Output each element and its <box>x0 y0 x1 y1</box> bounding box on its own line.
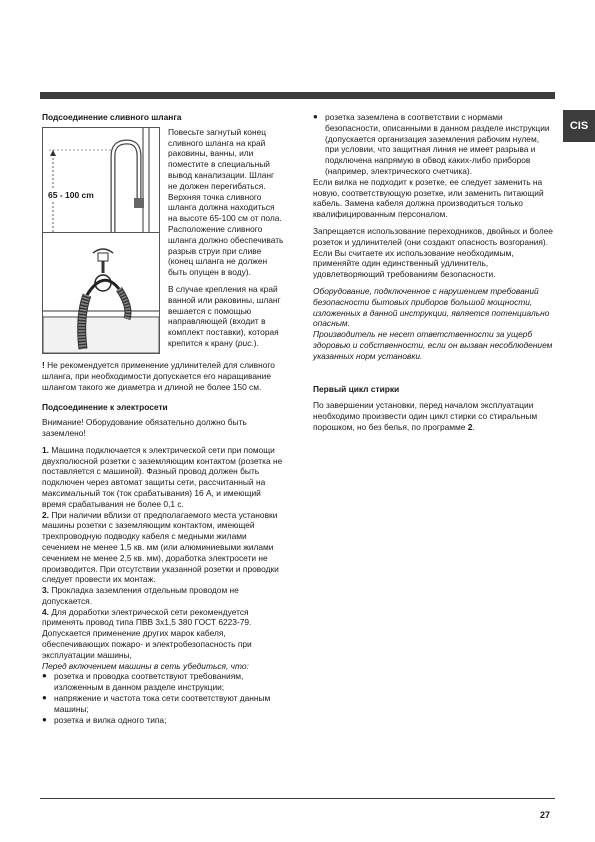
plug-replacement-text: Если вилка не подходит к розетке, ее следует заменить на новую, соответствующую розетке, или заменить питающий кабель. Замена кабеля должна производиться только квалифицированным персоналом. <box>313 176 544 220</box>
safety-violation-note: Оборудование, подключенное с нарушением требований безопасности бытовых приборов большой мощности, изложенных в данной инструкции, является потенциально опасным. <box>313 285 550 329</box>
hose-guide-text-end: ). <box>253 337 259 348</box>
check-intro: Перед включением машины в сеть убедиться, что: <box>42 660 249 671</box>
figure-reference: рис. <box>237 337 254 348</box>
hose-guide-illustration <box>42 232 160 354</box>
electrical-heading: Подсоединение к электросети <box>42 402 168 413</box>
right-column <box>313 112 554 433</box>
item-number: 2. <box>42 509 49 520</box>
item-text: Для доработки электрической сети рекомендуется применять провод типа ПВВ 3х1,5 380 ГОСТ 6223-79. Допускается применение других марок кабеля, обеспечивающих пожаро- и электробезопасность при эксплуатации машины, <box>42 606 252 660</box>
program-number: 2 <box>467 421 473 432</box>
item-number: 4. <box>42 606 49 617</box>
item-text: Прокладка заземления отдельным проводом не допускается. <box>42 585 239 606</box>
first-wash-text-end: . <box>472 421 475 432</box>
first-wash-text <box>313 400 554 432</box>
item-text: При наличии вблизи от предполагаемого места установки машины розетки с заземляющим контактом, имеющей трехпроводную подводку кабеля с медными жилами сечением не менее 1,5 кв. мм (или алюминиевыми жилами сечением не менее 2,5 кв. мм), доработка электросети не производится. При отсутствии указанной розетки и проводки следует провести их монтаж. <box>42 509 279 585</box>
item-text: Машина подключается к электрической сети при помощи двухполюсной розетки с заземляющим контактом (розетка не поставляется с машиной). Фазный провод должен быть подключен через автомат защиты сети, рассчитанный на максимальный ток (ток срабатывания) 16 А, и имеющий время срабатывания не более 0,1 с. <box>42 444 283 509</box>
warning-mark: ! <box>42 359 45 370</box>
page-number: 27 <box>540 810 551 820</box>
header-bar <box>40 92 555 99</box>
extension-warning <box>42 360 285 392</box>
drain-hose-heading: Подсоединение сливного шланга <box>42 112 182 122</box>
hose-guide-instructions <box>168 284 285 354</box>
footer-rule <box>40 798 555 799</box>
liability-note: Производитель не несет ответственности за ущерб здоровью и собственности, если он вызван несоблюдением указанных норм установки. <box>313 329 553 361</box>
item-number: 1. <box>42 444 49 455</box>
check-item: ● напряжение и частота тока сети соответствуют данным машины; <box>42 693 285 715</box>
hose-guide-drawing <box>43 233 159 353</box>
electrical-item-1 <box>42 445 285 510</box>
adapter-prohibition-text: Запрещается использование переходников, двойных и более розеток и удлинителей (они создают опасность возгорания). Если Вы считаете их использование необходимым, применяйте один единственный удлинитель, удовлетворяющий требованиям безопасности. <box>313 225 553 280</box>
electrical-item-3 <box>42 585 285 607</box>
language-badge: CIS <box>563 110 595 142</box>
check-item: ● розетка и проводка соответствуют требованиям, изложенным в данном разделе инструкции; <box>42 671 285 693</box>
hose-guide-text: В случае крепления на край ванной или раковины, шланг вешается с помощью направляющей (входит в комплект поставки), которая крепится к крану ( <box>168 283 281 348</box>
first-wash-heading: Первый цикл стирки <box>313 383 400 394</box>
check-item-grounding: ● розетка заземлена в соответствии с нормами безопасности, описанными в данном разделе инструкции (допускается организация заземления рабочим нулем, при условии, что защитная линия не имеет разрыва и подключена напрямую в обвод каких-либо приборов (например, электрического счетчика). <box>313 112 554 177</box>
drain-height-drawing <box>43 128 159 244</box>
drain-figure-2-row <box>42 284 285 354</box>
grounding-warning: Внимание! Оборудование обязательно должно быть заземлено! <box>42 417 247 438</box>
height-range-label: 65 - 100 cm <box>48 189 94 200</box>
first-wash-instructions: По завершении установки, перед началом эксплуатации необходимо произвести один цикл стирки со стиральным порошком, но без белья, по программе <box>313 400 538 432</box>
extension-warning-text: Не рекомендуется применение удлинителей для сливного шланга, при необходимости допускается его наращивание шлангом такого же диаметра и длиной не более 150 см. <box>42 359 275 392</box>
check-item: ● розетка и вилка одного типа; <box>42 715 285 726</box>
electrical-item-4 <box>42 607 285 661</box>
item-number: 3. <box>42 585 49 596</box>
electrical-item-2 <box>42 510 285 586</box>
drain-height-illustration <box>42 127 160 245</box>
drain-hose-instructions: Повесьте загнутый конец сливного шланга на край раковины, ванны, или поместите в специальный вывод канализации. Шланг не должен перегибаться. Верхняя точка сливного шланга должна находиться на высоте 65-100 см от пола. Расположение сливного шланга должно обеспечивать разрыв струи при сливе (конец шланга не должен быть опущен в воду). <box>168 126 284 278</box>
left-column <box>42 112 285 725</box>
